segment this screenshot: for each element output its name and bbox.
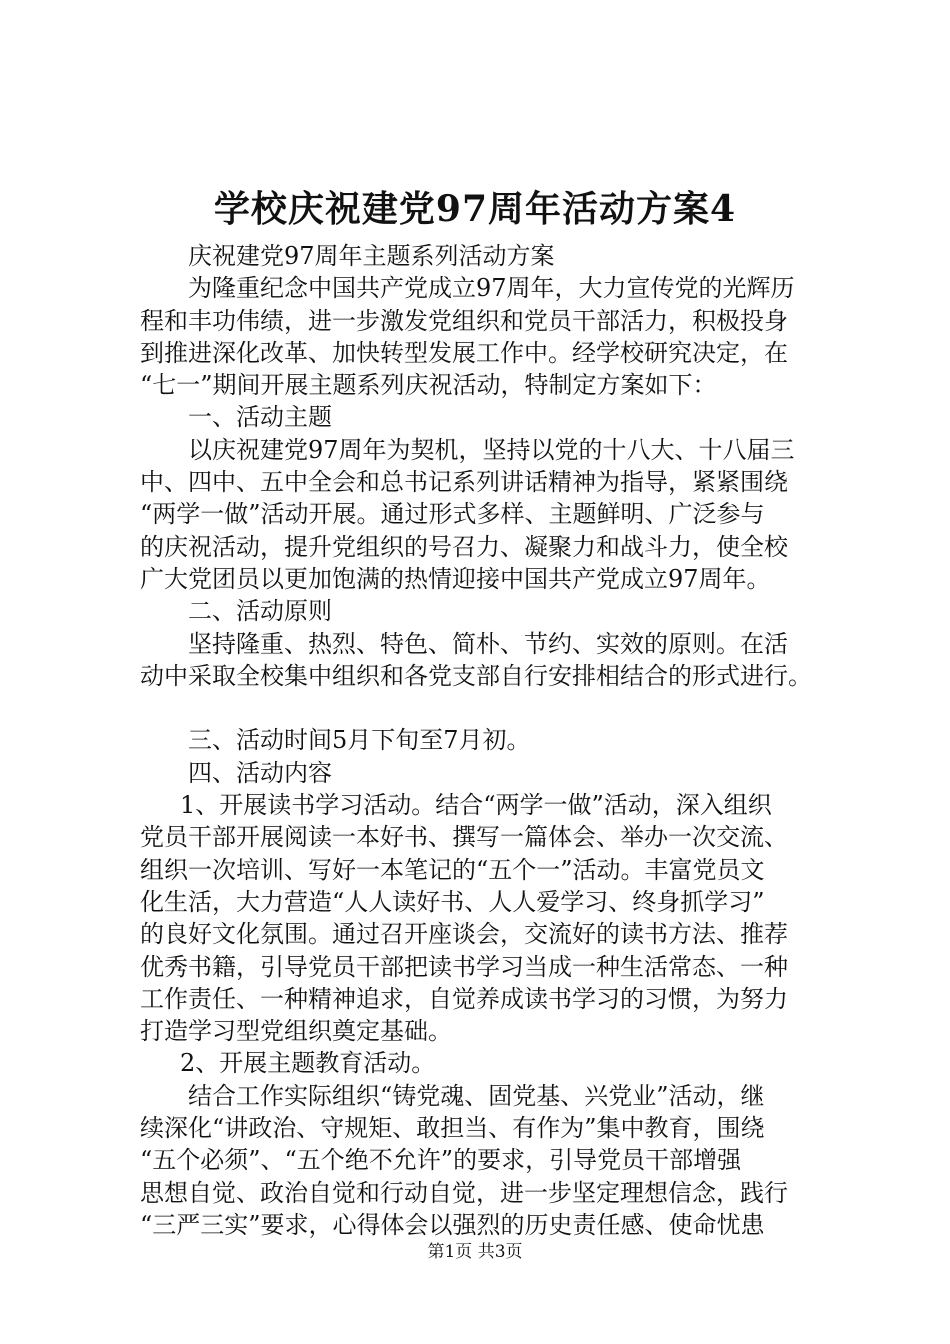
blank-line: [140, 692, 840, 724]
paragraph-line: “七一”期间开展主题系列庆祝活动，特制定方案如下：: [140, 371, 717, 400]
document-title: 学校庆祝建党97周年活动方案4: [213, 188, 737, 230]
paragraph-line: 结合工作实际组织“铸党魂、固党基、兴党业”活动，继: [188, 1081, 765, 1110]
paragraph-line: “五个必须”、“五个绝不允许”的要求，引导党员干部增强: [140, 1146, 742, 1175]
paragraph-line: 2、开展主题教育活动。: [180, 1049, 436, 1078]
paragraph-line: 1、开展读书学习活动。结合“两学一做”活动，深入组织: [180, 791, 772, 820]
paragraph-line: 一、活动主题: [188, 403, 332, 432]
paragraph-line: 坚持隆重、热烈、特色、简朴、节约、实效的原则。在活: [188, 629, 788, 658]
paragraph-line: 打造学习型党组织奠定基础。: [140, 1017, 452, 1046]
paragraph-line: 续深化“讲政治、守规矩、敢担当、有作为”集中教育，围绕: [140, 1114, 765, 1143]
paragraph-line: 中、四中、五中全会和总书记系列讲话精神为指导，紧紧围绕: [140, 468, 788, 497]
paragraph-line: “两学一做”活动开展。通过形式多样、主题鲜明、广泛参与: [140, 500, 765, 529]
paragraph-line: 动中采取全校集中组织和各党支部自行安排相结合的形式进行。: [140, 661, 812, 690]
paragraph-line: 优秀书籍，引导党员干部把读书学习当成一种生活常态、一种: [140, 952, 788, 981]
paragraph-line: 三、活动时间5月下旬至7月初。: [188, 726, 531, 755]
paragraph-line: 四、活动内容: [188, 758, 332, 787]
paragraph-line: 的良好文化氛围。通过召开座谈会，交流好的读书方法、推荐: [140, 920, 788, 949]
paragraph-line: 到推进深化改革、加快转型发展工作中。经学校研究决定，在: [140, 338, 788, 367]
paragraph-line: 为隆重纪念中国共产党成立97周年，大力宣传党的光辉历: [188, 274, 795, 303]
paragraph-line: 化生活，大力营造“人人读好书、人人爱学习、终身抓学习”: [140, 887, 765, 916]
paragraph-line: “三严三实”要求，心得体会以强烈的历史责任感、使命忧患: [140, 1210, 765, 1239]
paragraph-line: 广大党团员以更加饱满的热情迎接中国共产党成立97周年。: [140, 564, 771, 593]
paragraph-line: 庆祝建党97周年主题系列活动方案: [188, 242, 555, 270]
paragraph-line: 组织一次培训、写好一本笔记的“五个一”活动。丰富党员文: [140, 855, 765, 884]
paragraph-line: 的庆祝活动，提升党组织的号召力、凝聚力和战斗力，使全校: [140, 532, 788, 561]
document-body: [140, 240, 840, 1241]
page-footer: 第1页 共3页: [427, 1242, 523, 1262]
paragraph-line: 工作责任、一种精神追求，自觉养成读书学习的习惯，为努力: [140, 984, 788, 1013]
paragraph-line: 二、活动原则: [188, 597, 332, 626]
paragraph-line: 程和丰功伟绩，进一步激发党组织和党员干部活力，积极投身: [140, 306, 788, 335]
paragraph-line: 思想自觉、政治自觉和行动自觉，进一步坚定理想信念，践行: [140, 1178, 788, 1207]
paragraph-line: 以庆祝建党97周年为契机，坚持以党的十八大、十八届三: [188, 435, 795, 464]
paragraph-line: 党员干部开展阅读一本好书、撰写一篇体会、举办一次交流、: [140, 823, 788, 852]
